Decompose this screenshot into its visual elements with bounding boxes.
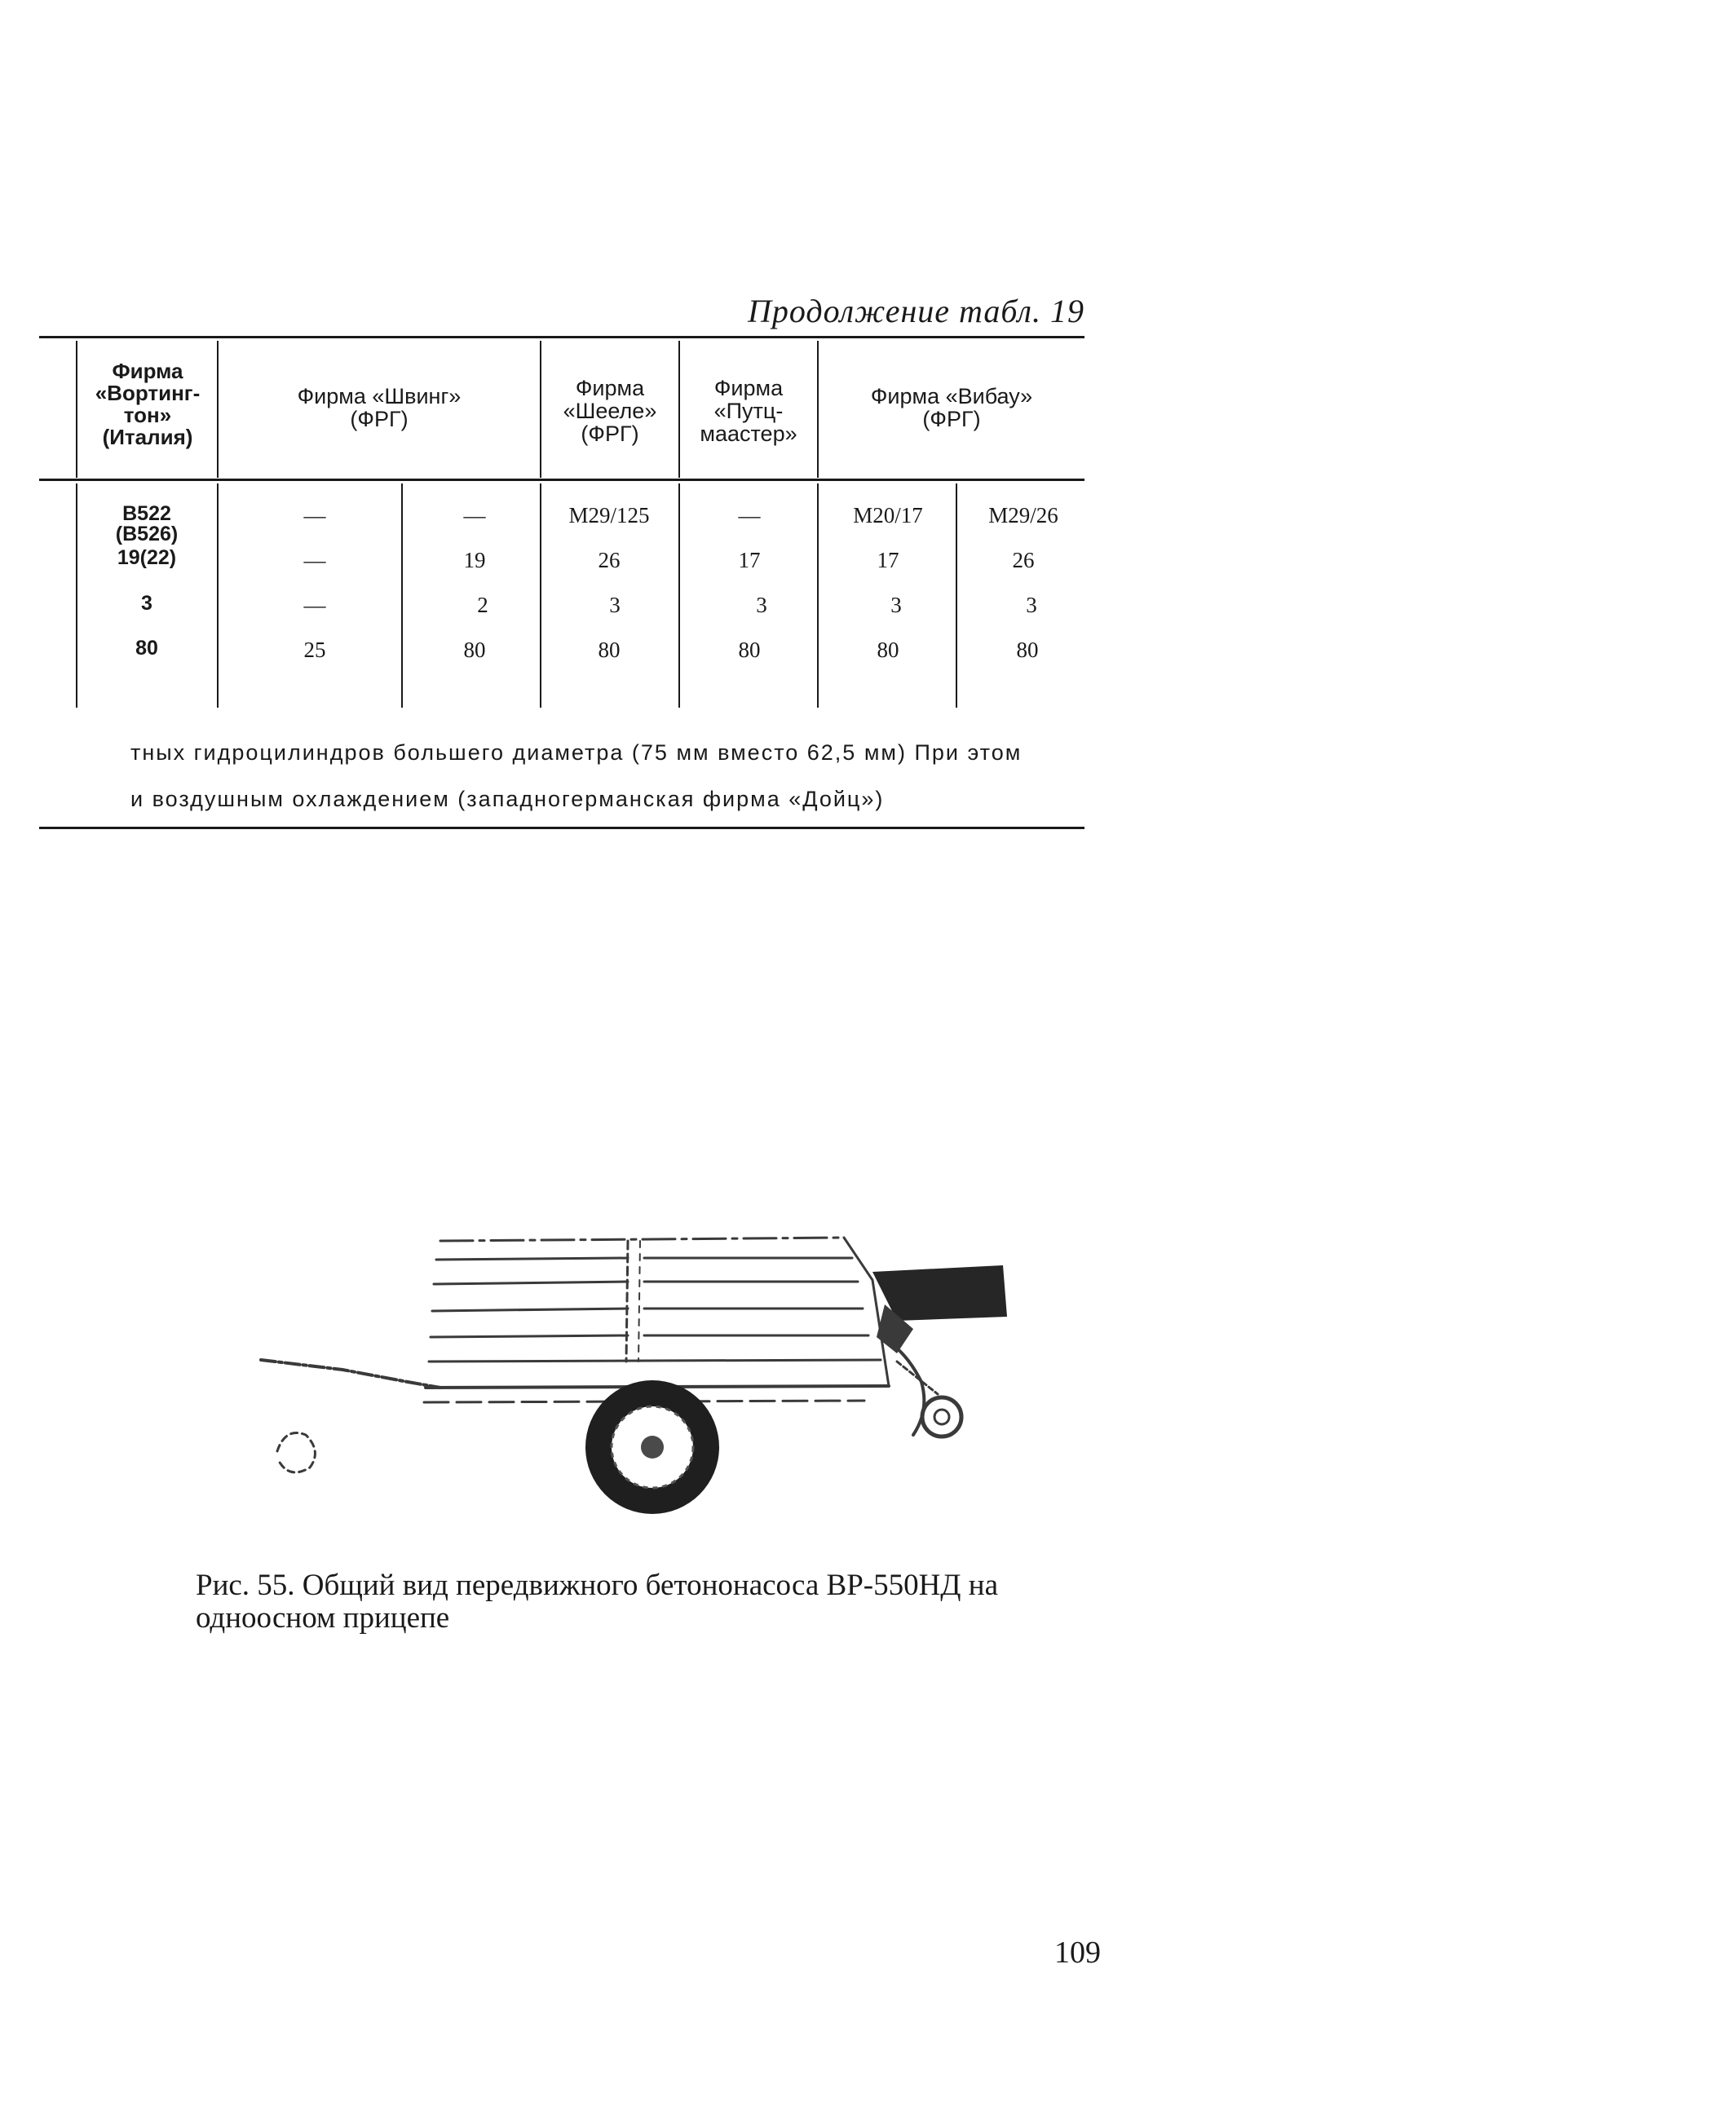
figure-caption: Рис. 55. Общий вид передвижного бетононасоса BP-550НД на одноосном прицепе — [196, 1569, 999, 1635]
table-cell: — — [303, 503, 326, 527]
table-cell: 19 — [463, 548, 486, 572]
cell-worthington-r4: 80 — [135, 637, 158, 660]
table-note-line-2: и воздушным охлаждением (западногерманская фирма «Дойц») — [130, 787, 885, 811]
col-line — [76, 483, 77, 708]
table-header-rule — [39, 479, 1084, 481]
cell-worthington-r2: 19(22) — [117, 546, 177, 569]
page-number: 109 — [1054, 1935, 1101, 1970]
table-cell: M20/17 — [853, 503, 923, 527]
table-cell: 80 — [738, 638, 761, 662]
col-line — [401, 483, 403, 708]
table-cell: — — [463, 503, 486, 527]
col-line — [540, 483, 541, 708]
cell-model-worthington: B522 (B526) — [115, 502, 179, 545]
table-cell: 80 — [463, 638, 486, 662]
table-cell: — — [303, 593, 326, 617]
table-cell: 25 — [303, 638, 326, 662]
col-line — [956, 483, 957, 708]
table-cell: 26 — [598, 548, 621, 572]
table-cell: 80 — [877, 638, 899, 662]
header-worthington: Фирма «Вортинг- тон» (Италия) — [95, 359, 201, 449]
table-cell: 80 — [1016, 638, 1039, 662]
table-cell: 3 — [609, 593, 621, 617]
header-schwing: Фирма «Швинг» (ФРГ) — [297, 384, 462, 431]
table-note-line-1: тных гидроцилиндров большего диаметра (75 мм вместо 62,5 мм) При этом — [130, 740, 1023, 765]
table-top-rule — [39, 336, 1084, 338]
header-putzmeister: Фирма «Путц- маастер» — [700, 376, 797, 446]
col-line — [678, 483, 680, 708]
header-vibau: Фирма «Вибау» (ФРГ) — [870, 384, 1033, 431]
table-cell: — — [303, 548, 326, 572]
concrete-pump-trailer-figure — [245, 1207, 1044, 1516]
table-cell: 3 — [1026, 593, 1037, 617]
table-cell: 2 — [477, 593, 488, 617]
table-caption: Продолжение табл. 19 — [747, 293, 1084, 329]
table-cell: 17 — [877, 548, 899, 572]
table-bottom-rule — [39, 827, 1084, 829]
cell-worthington-r3: 3 — [141, 592, 152, 615]
table-cell: 80 — [598, 638, 621, 662]
table-cell: M29/26 — [988, 503, 1058, 527]
table-cell: 26 — [1012, 548, 1035, 572]
table-cell: 17 — [738, 548, 761, 572]
table-cell: — — [738, 503, 761, 527]
table-cell: 3 — [756, 593, 767, 617]
header-scheele: Фирма «Шееле» (ФРГ) — [563, 376, 657, 446]
col-line — [76, 341, 77, 478]
table-cell: 3 — [890, 593, 902, 617]
table-cell: M29/125 — [568, 503, 650, 527]
col-line — [217, 483, 219, 708]
